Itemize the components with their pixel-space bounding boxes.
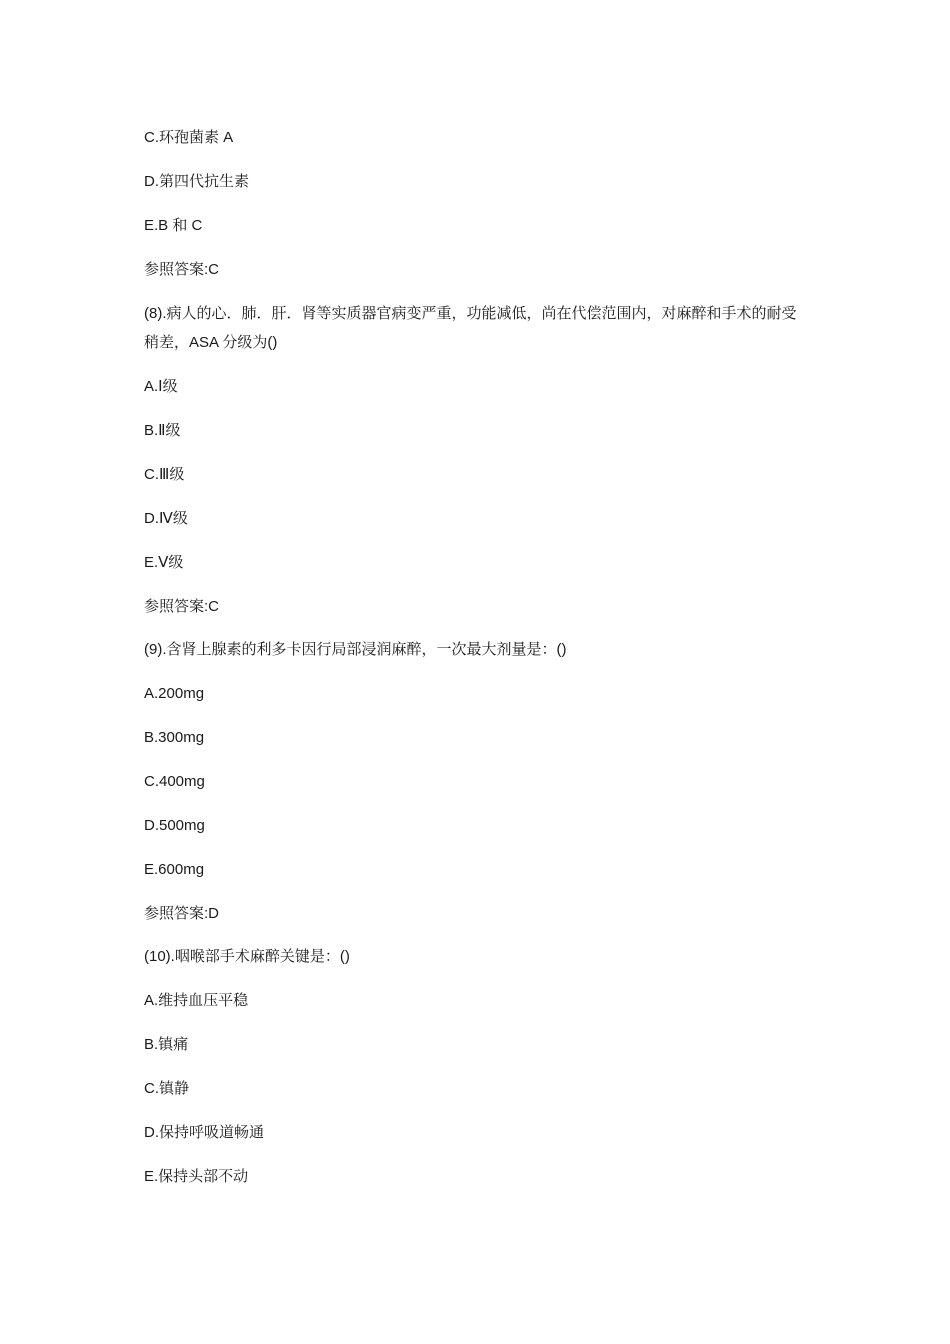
option-a-line: A.200mg [144, 685, 205, 702]
option-d-line: D.第四代抗生素 [144, 173, 250, 190]
option-b-line: B.Ⅱ级 [144, 422, 181, 439]
option-e-line: E.B 和 C [144, 217, 203, 234]
option-c-line: C.环孢菌素 A [144, 129, 234, 146]
option-d-line: D.Ⅳ级 [144, 510, 188, 527]
answer-line: 参照答案:C [144, 261, 220, 278]
option-a-line: A.维持血压平稳 [144, 992, 249, 1009]
option-c-line: C.镇静 [144, 1080, 190, 1097]
question-9: (9).含肾上腺素的利多卡因行局部浸润麻醉，一次最大剂量是：() [144, 641, 567, 658]
option-e-line: E.Ⅴ级 [144, 554, 184, 571]
question-8: (8).病人的心．肺．肝．肾等实质器官病变严重，功能减低，尚在代偿范围内，对麻醉和手术的耐受稍差，ASA 分级为() [144, 305, 797, 351]
option-b-line: B.300mg [144, 729, 205, 746]
option-c-line: C.Ⅲ级 [144, 466, 185, 483]
question-10: (10).咽喉部手术麻醉关键是：() [144, 948, 350, 965]
option-e-line: E.600mg [144, 861, 205, 878]
option-b-line: B.镇痛 [144, 1036, 189, 1053]
option-e-line: E.保持头部不动 [144, 1168, 249, 1185]
option-c-line: C.400mg [144, 773, 205, 790]
answer-line: 参照答案:C [144, 598, 220, 615]
option-a-line: A.Ⅰ级 [144, 378, 178, 395]
option-d-line: D.保持呼吸道畅通 [144, 1124, 265, 1141]
option-d-line: D.500mg [144, 817, 205, 834]
answer-line: 参照答案:D [144, 905, 220, 922]
